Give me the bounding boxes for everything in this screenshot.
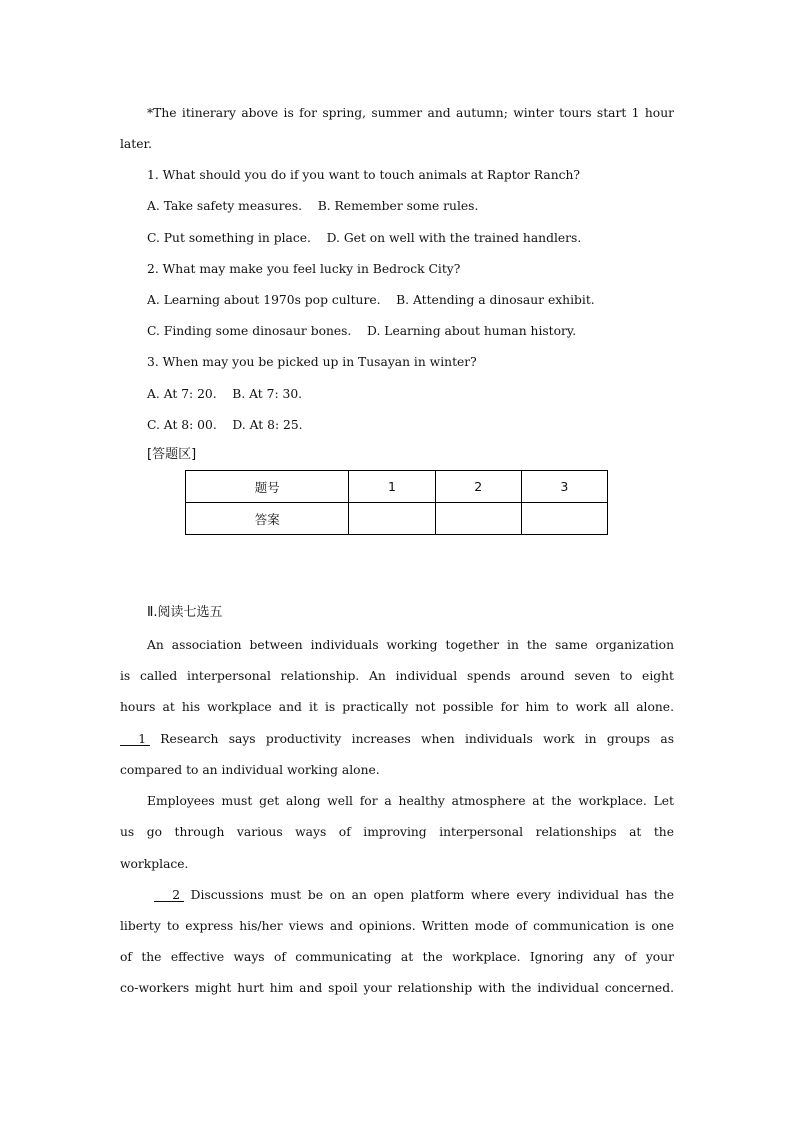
paragraph-1-line-2: is called interpersonal relationship. An individual spends around seven to eight <box>120 669 674 683</box>
blank-2[interactable]: 2 <box>154 888 184 902</box>
paragraph-1-line-5: compared to an individual working alone. <box>120 763 380 777</box>
paragraph-3-line-4: co-workers might hurt him and spoil your relationship with the individual concerned. <box>120 981 674 995</box>
itinerary-note-line-1: *The itinerary above is for spring, summer and autumn; winter tours start 1 hour <box>147 106 674 120</box>
question-3-options-cd: C. At 8: 00. D. At 8: 25. <box>147 418 303 432</box>
answer-table-answer-row <box>186 503 608 535</box>
answer-cell[interactable] <box>435 503 521 535</box>
question-number-cell: 3 <box>521 471 607 503</box>
blank-1[interactable]: 1 <box>120 732 150 746</box>
paragraph-3-line-1 <box>154 886 674 904</box>
paragraph-2-line-3: workplace. <box>120 857 189 871</box>
paragraph-2-line-1: Employees must get along well for a healthy atmosphere at the workplace. Let <box>147 794 674 808</box>
question-1-stem: 1. What should you do if you want to touch animals at Raptor Ranch? <box>147 168 581 182</box>
answer-header-cell: 答案 <box>186 503 349 535</box>
paragraph-1-line-4 <box>120 730 674 748</box>
question-2-options-ab: A. Learning about 1970s pop culture. B. Attending a dinosaur exhibit. <box>147 293 595 307</box>
answer-area-label: [答题区] <box>147 447 197 462</box>
paragraph-2-line-2: us go through various ways of improving interpersonal relationships at the <box>120 825 674 839</box>
question-2-options-cd: C. Finding some dinosaur bones. D. Learning about human history. <box>147 324 577 338</box>
question-number-cell: 1 <box>349 471 435 503</box>
itinerary-note-line-2: later. <box>120 137 152 151</box>
question-1-options-ab: A. Take safety measures. B. Remember some rules. <box>147 199 479 213</box>
paragraph-1-line-1: An association between individuals working together in the same organization <box>147 638 674 652</box>
answer-cell[interactable] <box>349 503 435 535</box>
question-3-options-ab: A. At 7: 20. B. At 7: 30. <box>147 387 303 401</box>
paragraph-1-line-4-text: Research says productivity increases when individuals work in groups as <box>150 732 674 746</box>
paragraph-1-line-3: hours at his workplace and it is practically not possible for him to work all alone. <box>120 700 674 714</box>
section-2-heading: Ⅱ.阅读七选五 <box>147 605 223 620</box>
question-2-stem: 2. What may make you feel lucky in Bedrock City? <box>147 262 461 276</box>
paragraph-3-line-3: of the effective ways of communicating at the workplace. Ignoring any of your <box>120 950 674 964</box>
question-1-options-cd: C. Put something in place. D. Get on well with the trained handlers. <box>147 231 582 245</box>
paragraph-3-line-2: liberty to express his/her views and opinions. Written mode of communication is one <box>120 919 674 933</box>
question-3-stem: 3. When may you be picked up in Tusayan in winter? <box>147 355 477 369</box>
answer-table <box>185 470 608 535</box>
answer-table-number-row <box>186 471 608 503</box>
question-number-cell: 2 <box>435 471 521 503</box>
paragraph-3-line-1-text: Discussions must be on an open platform where every individual has the <box>184 888 674 902</box>
number-header-cell: 题号 <box>186 471 349 503</box>
answer-cell[interactable] <box>521 503 607 535</box>
